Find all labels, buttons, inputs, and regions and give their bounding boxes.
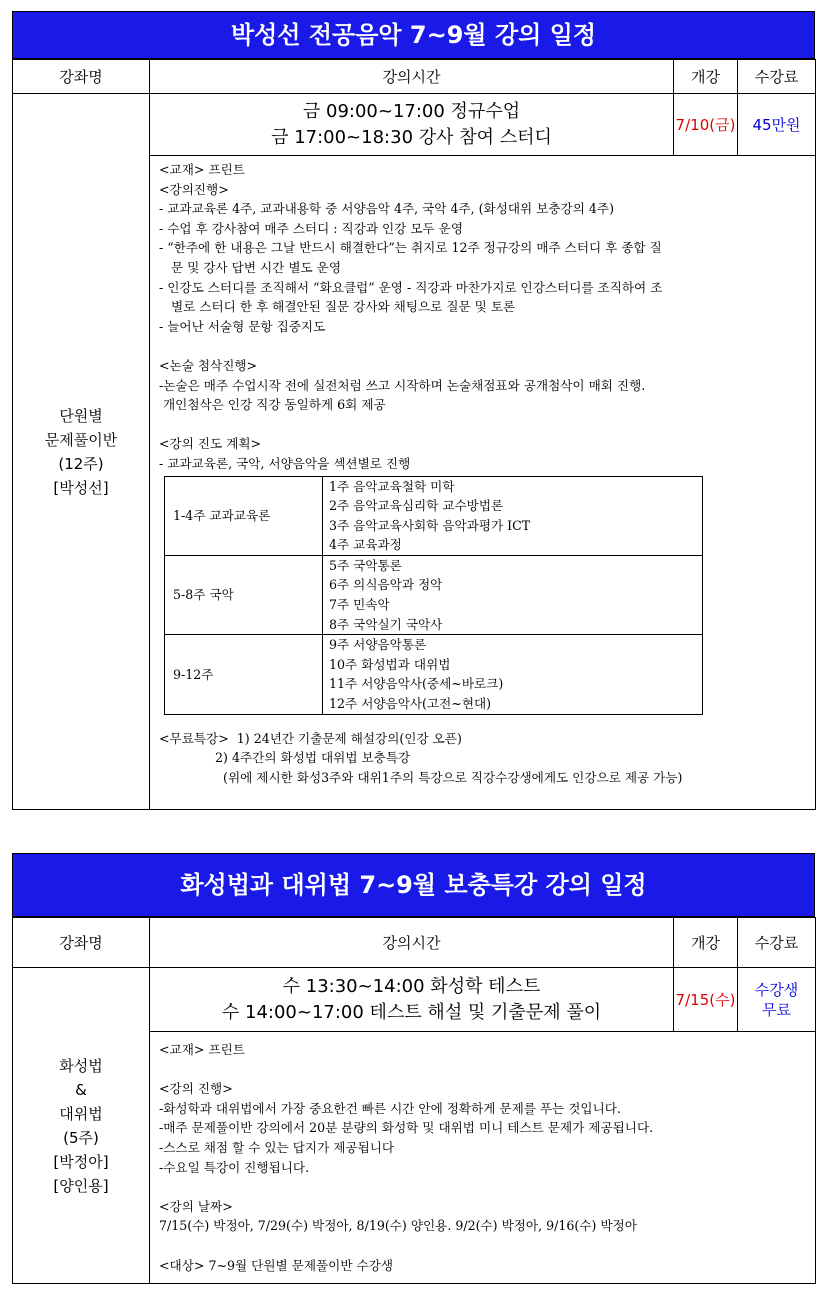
progress-plan-table — [164, 476, 703, 715]
detail-line: - 인강도 스터디를 조직해서 “화요클럽” 운영 - 직강과 마찬가지로 인강스터디를 조직하여 조 — [159, 279, 663, 295]
detail-line: 문 및 강사 답변 시간 별도 운영 — [159, 259, 342, 275]
plan-weeks: 1주 음악교육철학 미학 2주 음악교육심리학 교수방법론 3주 음악교육사회학 음악과평가 ICT 4주 교육과정 — [323, 476, 703, 555]
free-special-line: <무료특강> 1) 24년간 기출문제 해설강의(인강 오픈) — [159, 730, 462, 746]
plan-row — [165, 635, 703, 714]
plan-unit: 1-4주 교과교육론 — [165, 476, 323, 555]
detail-line: - “한주에 한 내용은 그날 반드시 해결한다”는 취지로 12주 정규강의 매주 스터디 후 종합 질 — [159, 240, 662, 256]
detail-line: - 수업 후 강사참여 매주 스터디 : 직강과 인강 모두 운영 — [159, 220, 464, 236]
lecture-time: 금 09:00~17:00 정규수업 금 17:00~18:30 강사 참여 스터디 — [150, 94, 674, 156]
detail-line: <대상> 7~9월 단원별 문제풀이반 수강생 — [159, 1257, 394, 1273]
detail-line: - 교과교육론 4주, 교과내용학 중 서양음악 4주, 국악 4주, (화성대위 보충강의 4주) — [159, 201, 614, 217]
spacer — [159, 1177, 809, 1197]
detail-line: 개인첨삭은 인강 직강 동일하게 6회 제공 — [159, 397, 386, 413]
detail-line: -수요일 특강이 진행됩니다. — [159, 1159, 310, 1175]
plan-row — [165, 476, 703, 555]
lecture-time: 수 13:30~14:00 화성학 테스트 수 14:00~17:00 테스트 해설 및 기출문제 풀이 — [150, 968, 674, 1032]
detail-line: <강의 진도 계획> — [159, 436, 262, 452]
course-name: 단원별 문제풀이반 (12주) [박성선] — [13, 94, 150, 810]
schedule-section-1 — [12, 11, 815, 810]
schedule-table — [12, 917, 816, 1284]
detail-line: <교재> 프린트 — [159, 1042, 245, 1057]
course-details — [150, 156, 816, 810]
section-title: 화성법과 대위법 7~9월 보충특강 강의 일정 — [12, 853, 815, 917]
tuition-fee: 수강생 무료 — [738, 968, 816, 1032]
detail-line: 별로 스터디 한 후 해결안된 질문 강사와 채팅으로 질문 및 토론 — [159, 299, 516, 315]
plan-weeks: 5주 국악통론 6주 의식음악과 정악 7주 민속악 8주 국악실기 국악사 — [323, 555, 703, 634]
spacer — [159, 415, 809, 435]
free-special-line: (위에 제시한 화성3주와 대위1주의 특강으로 직강수강생에게도 인강으로 제공 가능) — [159, 769, 683, 785]
header-open: 개강 — [674, 918, 738, 968]
spacer — [159, 336, 809, 356]
spacer — [159, 1236, 809, 1256]
header-open: 개강 — [674, 60, 738, 94]
header-course: 강좌명 — [13, 918, 150, 968]
free-special-line: 2) 4주간의 화성법 대위법 보충특강 — [159, 750, 411, 766]
detail-line: <강의 날짜> — [159, 1198, 233, 1214]
open-date: 7/15(수) — [674, 968, 738, 1032]
header-row — [13, 918, 816, 968]
detail-line: -논술은 매주 수업시작 전에 실전처럼 쓰고 시작하며 논술채점표와 공개첨삭이 매회 진행. — [159, 377, 646, 393]
header-time: 강의시간 — [150, 918, 674, 968]
schedule-table — [12, 59, 816, 810]
plan-row — [165, 555, 703, 634]
detail-line: -화성학과 대위법에서 가장 중요한건 빠른 시간 안에 정확하게 문제를 푸는 것입니다. — [159, 1100, 621, 1116]
open-date: 7/10(금) — [674, 94, 738, 156]
detail-line: - 교과교육론, 국악, 서양음악을 섹션별로 진행 — [159, 455, 411, 471]
plan-unit: 9-12주 — [165, 635, 323, 714]
detail-line: 7/15(수) 박정아, 7/29(수) 박정아, 8/19(수) 양인용. 9/2(수) 박정아, 9/16(수) 박정아 — [159, 1218, 637, 1234]
course-name: 화성법 & 대위법 (5주) [박정아] [양인용] — [13, 968, 150, 1284]
tuition-fee: 45만원 — [738, 94, 816, 156]
plan-weeks: 9주 서양음악통론 10주 화성법과 대위법 11주 서양음악사(중세~바로크) 12주 서양음악사(고전~현대) — [323, 635, 703, 714]
header-course: 강좌명 — [13, 60, 150, 94]
detail-line: -매주 문제풀이반 강의에서 20분 분량의 화성학 및 대위법 미니 테스트 문제가 제공됩니다. — [159, 1120, 654, 1136]
course-row — [13, 968, 816, 1032]
course-details — [150, 1032, 816, 1284]
spacer — [159, 1060, 809, 1080]
detail-line: <논술 첨삭진행> — [159, 357, 258, 373]
header-time: 강의시간 — [150, 60, 674, 94]
section-title: 박성선 전공음악 7~9월 강의 일정 — [12, 11, 815, 59]
detail-line: <교재> 프린트 — [159, 162, 245, 177]
schedule-section-2 — [12, 853, 815, 1284]
detail-line: - 늘어난 서술형 문항 집중지도 — [159, 318, 326, 334]
header-fee: 수강료 — [738, 60, 816, 94]
course-row — [13, 94, 816, 156]
header-fee: 수강료 — [738, 918, 816, 968]
detail-line: -스스로 채점 할 수 있는 답지가 제공됩니다 — [159, 1139, 395, 1155]
detail-line: <강의진행> — [159, 181, 229, 197]
header-row — [13, 60, 816, 94]
detail-line: <강의 진행> — [159, 1081, 233, 1097]
plan-unit: 5-8주 국악 — [165, 555, 323, 634]
